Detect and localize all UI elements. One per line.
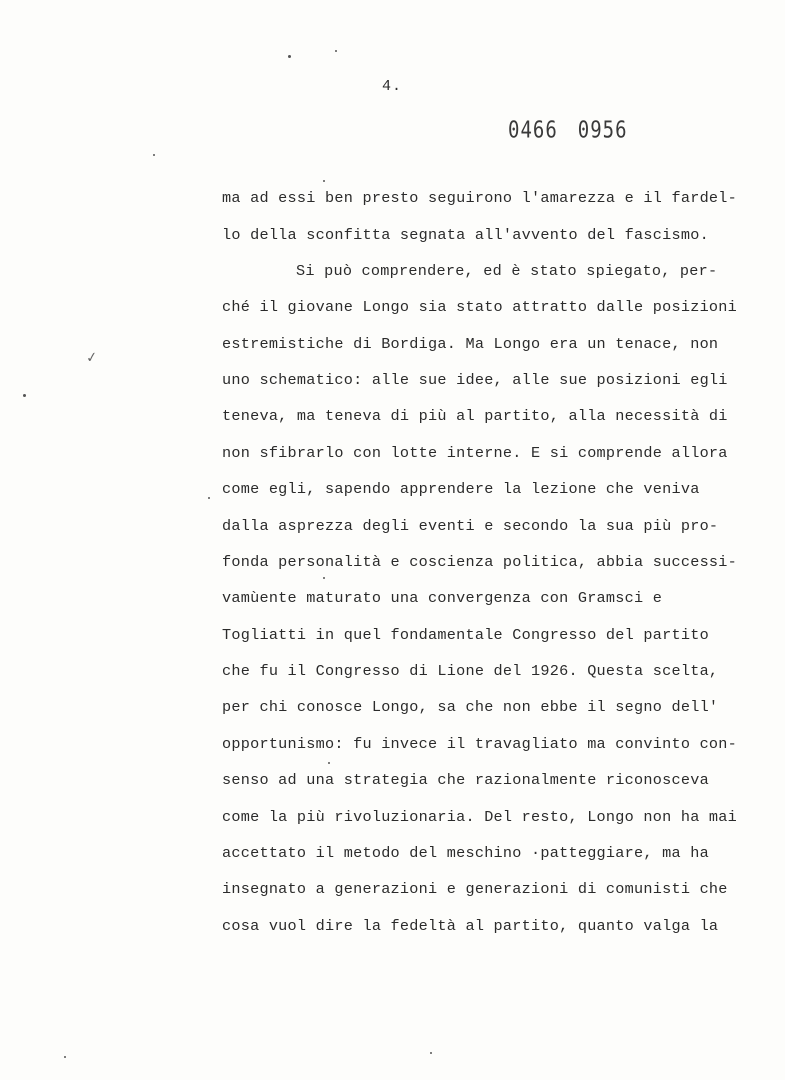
text-line: accettato il metodo del meschino ·patteggiare, ma ha xyxy=(222,844,709,862)
text-line: come la più rivoluzionaria. Del resto, Longo non ha mai xyxy=(222,808,738,826)
text-line: per chi conosce Longo, sa che non ebbe il segno dell' xyxy=(222,698,719,716)
scan-speck xyxy=(23,394,26,397)
scan-speck xyxy=(288,55,291,58)
text-line: dalla asprezza degli eventi e secondo la sua più pro- xyxy=(222,517,719,535)
text-line: ma ad essi ben presto seguirono l'amarezza e il fardel- xyxy=(222,189,738,207)
text-line: che fu il Congresso di Lione del 1926. Questa scelta, xyxy=(222,662,719,680)
text-line: insegnato a generazioni e generazioni di comunisti che xyxy=(222,880,728,898)
text-line: Si può comprendere, ed è stato spiegato, per- xyxy=(296,262,718,280)
text-line: come egli, sapendo apprendere la lezione che veniva xyxy=(222,480,700,498)
text-line: cosa vuol dire la fedeltà al partito, quanto valga la xyxy=(222,917,719,935)
text-line: non sfibrarlo con lotte interne. E si comprende allora xyxy=(222,444,728,462)
scan-speck xyxy=(335,50,337,52)
text-line: lo della sconfitta segnata all'avvento del fascismo. xyxy=(222,226,709,244)
text-line: ché il giovane Longo sia stato attratto dalle posizioni xyxy=(222,298,738,316)
scan-speck xyxy=(328,762,330,764)
text-line: uno schematico: alle sue idee, alle sue posizioni egli xyxy=(222,371,728,389)
page-number: 4. xyxy=(382,78,403,95)
text-line: fonda personalità e coscienza politica, abbia successi- xyxy=(222,553,738,571)
text-line: opportunismo: fu invece il travagliato ma convinto con- xyxy=(222,735,738,753)
margin-check-mark: ✓ xyxy=(84,349,99,367)
text-line: senso ad una strategia che razionalmente riconosceva xyxy=(222,771,709,789)
scan-speck xyxy=(430,1052,432,1054)
scan-speck xyxy=(64,1056,66,1058)
text-line: teneva, ma teneva di più al partito, alla necessità di xyxy=(222,407,728,425)
text-line: vamùente maturato una convergenza con Gramsci e xyxy=(222,589,663,607)
scan-speck xyxy=(208,497,210,499)
archive-stamp xyxy=(508,117,628,143)
text-line: estremistiche di Bordiga. Ma Longo era un tenace, non xyxy=(222,335,719,353)
scan-speck xyxy=(323,180,325,182)
scan-speck xyxy=(153,154,155,156)
scan-speck xyxy=(323,577,325,579)
archive-stamp-part2: 0956 xyxy=(577,117,628,144)
text-line: Togliatti in quel fondamentale Congresso del partito xyxy=(222,626,709,644)
archive-stamp-part1: 0466 xyxy=(508,117,558,144)
